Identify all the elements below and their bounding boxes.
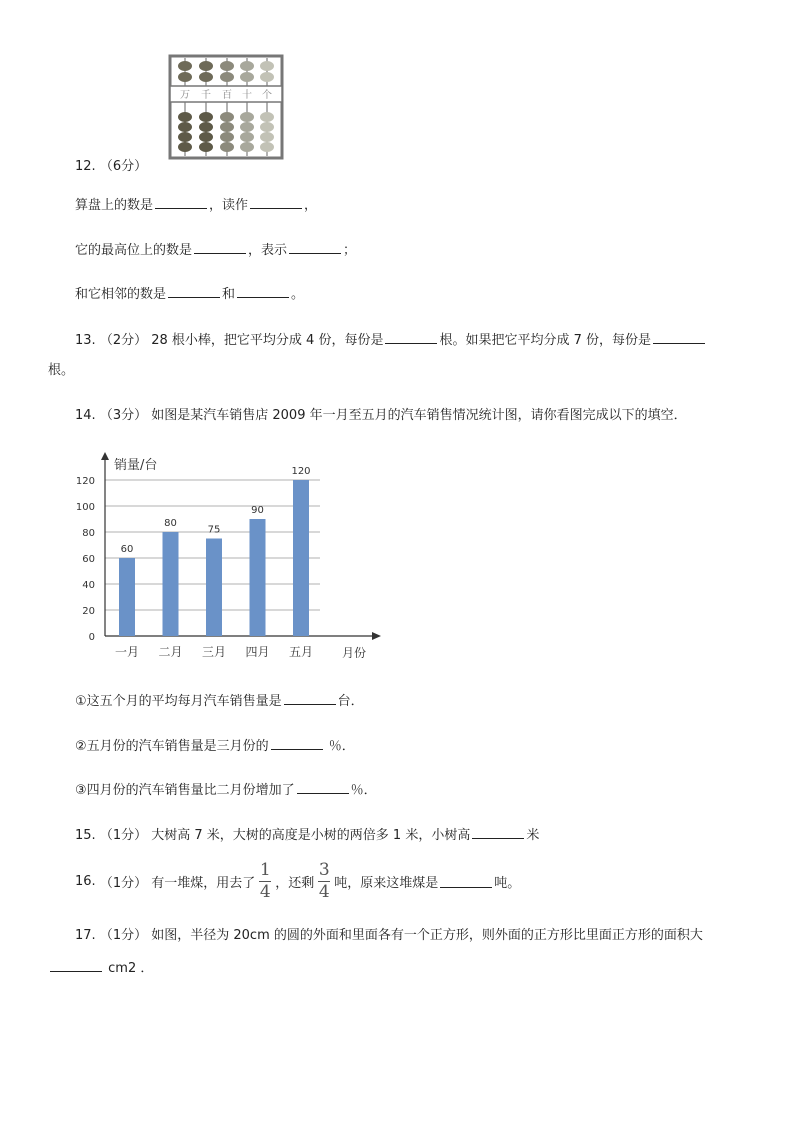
y-tick-label: 100 — [75, 502, 95, 513]
question-text: ； — [343, 243, 357, 258]
bar-value-label: 120 — [291, 466, 311, 477]
question-number: 17. — [75, 928, 96, 943]
question-12-line-2 — [75, 239, 356, 258]
question-text: ，读作 — [209, 198, 249, 213]
x-category-label: 五月 — [288, 645, 314, 659]
question-12-line-1 — [75, 194, 317, 213]
abacus-image — [166, 52, 286, 162]
bar — [293, 480, 309, 636]
question-text: ，表示 — [248, 243, 288, 258]
fraction-denominator: 4 — [259, 881, 271, 902]
question-text: ①这五个月的平均每月汽车销售量是 — [75, 694, 282, 709]
question-text: 和它相邻的数是 — [75, 287, 167, 302]
question-text: 有一堆煤，用去了 — [151, 875, 256, 891]
fraction-numerator: 1 — [259, 859, 271, 880]
question-text: ， — [304, 198, 318, 213]
answer-blank[interactable] — [472, 826, 524, 839]
question-text: ②五月份的汽车销售量是三月份的 — [75, 739, 269, 754]
bar-value-label: 80 — [164, 518, 177, 529]
x-category-label: 四月 — [245, 645, 270, 659]
bar-value-label: 75 — [207, 524, 221, 536]
answer-blank[interactable] — [50, 959, 102, 972]
question-text: 28 根小棒，把它平均分成 4 份，每份是 — [151, 333, 384, 348]
question-text: 台． — [337, 694, 364, 709]
answer-blank[interactable] — [284, 692, 336, 705]
y-tick-label: 120 — [75, 476, 95, 487]
abacus-label: 个 — [262, 90, 272, 101]
fraction-three-quarters — [318, 859, 330, 902]
question-14-sub-3 — [75, 779, 377, 798]
answer-blank[interactable] — [289, 241, 341, 254]
y-axis-title: 销量/台 — [114, 458, 158, 473]
question-14-sub-2 — [75, 735, 355, 754]
question-13 — [75, 329, 707, 348]
x-axis-arrow — [372, 632, 381, 640]
answer-blank[interactable] — [385, 331, 437, 344]
fraction-numerator: 3 — [318, 859, 330, 880]
y-tick-label: 20 — [82, 606, 95, 617]
question-text: 吨，原来这堆煤是 — [334, 875, 439, 891]
answer-blank[interactable] — [440, 875, 492, 888]
answer-blank[interactable] — [194, 241, 246, 254]
y-tick-label: 0 — [88, 632, 95, 643]
abacus-label: 千 — [201, 90, 211, 101]
fraction-denominator: 4 — [318, 881, 330, 902]
x-category-label: 三月 — [201, 645, 227, 659]
question-14 — [75, 404, 687, 423]
bar — [250, 519, 266, 636]
question-17 — [75, 924, 703, 943]
question-14-sub-1 — [75, 690, 364, 709]
question-text: 根。如果把它平均分成 7 份，每份是 — [439, 333, 652, 348]
question-17-continued — [48, 957, 153, 976]
question-12-header — [75, 155, 147, 174]
bar — [119, 558, 135, 636]
x-category-label: 二月 — [158, 645, 183, 659]
answer-blank[interactable] — [237, 285, 289, 298]
bar — [163, 532, 179, 636]
question-points: （1分） — [99, 928, 148, 943]
question-text: 。 — [291, 287, 305, 302]
fraction-one-quarter — [259, 859, 271, 902]
x-axis-title: 月份 — [342, 646, 367, 660]
question-13-continued — [48, 359, 74, 378]
abacus-upper-beads — [178, 61, 274, 82]
question-points: （3分） — [99, 408, 148, 423]
question-text: 算盘上的数是 — [75, 198, 154, 213]
question-text: ③四月份的汽车销售量比二月份增加了 — [75, 783, 295, 798]
answer-blank[interactable] — [155, 196, 207, 209]
question-text: cm2 ． — [108, 961, 154, 976]
question-16 — [75, 861, 520, 901]
abacus-label: 百 — [222, 90, 232, 101]
question-text: 它的最高位上的数是 — [75, 243, 193, 258]
question-15 — [75, 824, 539, 843]
question-text: 吨。 — [494, 875, 521, 891]
bar-value-label: 60 — [120, 544, 134, 555]
question-text: ％． — [350, 783, 377, 798]
answer-blank[interactable] — [297, 781, 349, 794]
question-number: 14. — [75, 408, 96, 423]
question-text: 米 — [526, 828, 540, 843]
x-category-label: 一月 — [114, 645, 140, 659]
question-number: 16. — [75, 873, 96, 889]
bar — [206, 539, 222, 637]
question-text: 如图，半径为 20cm 的圆的外面和里面各有一个正方形，则外面的正方形比里面正方形的面积大 — [151, 928, 703, 943]
question-12-line-3 — [75, 283, 304, 302]
question-text: 大树高 7 米，大树的高度是小树的两倍多 1 米，小树高 — [151, 828, 471, 843]
answer-blank[interactable] — [653, 331, 705, 344]
answer-blank[interactable] — [250, 196, 302, 209]
y-tick-label: 40 — [82, 580, 95, 591]
question-points: （2分） — [99, 333, 148, 348]
question-text: 如图是某汽车销售店 2009 年一月至五月的汽车销售情况统计图，请你看图完成以下的填空． — [151, 408, 687, 423]
y-tick-label: 60 — [82, 554, 95, 565]
sales-bar-chart — [70, 452, 390, 664]
question-text: ％． — [328, 739, 355, 754]
question-text: 和 — [222, 287, 236, 302]
abacus-label: 万 — [180, 90, 190, 101]
y-axis-arrow — [101, 452, 109, 460]
question-number: 15. — [75, 828, 96, 843]
question-points: （6分） — [99, 159, 148, 174]
answer-blank[interactable] — [168, 285, 220, 298]
bar-value-label: 90 — [251, 505, 264, 516]
question-points: （1分） — [99, 828, 148, 843]
question-number: 12. — [75, 159, 96, 174]
question-number: 13. — [75, 333, 96, 348]
question-text: 根。 — [48, 363, 75, 378]
abacus-lower-beads — [178, 112, 274, 152]
abacus-label: 十 — [242, 90, 252, 101]
y-tick-label: 80 — [82, 528, 95, 539]
question-text: ，还剩 — [275, 875, 315, 891]
answer-blank[interactable] — [271, 737, 323, 750]
question-points: （1分） — [99, 875, 148, 891]
